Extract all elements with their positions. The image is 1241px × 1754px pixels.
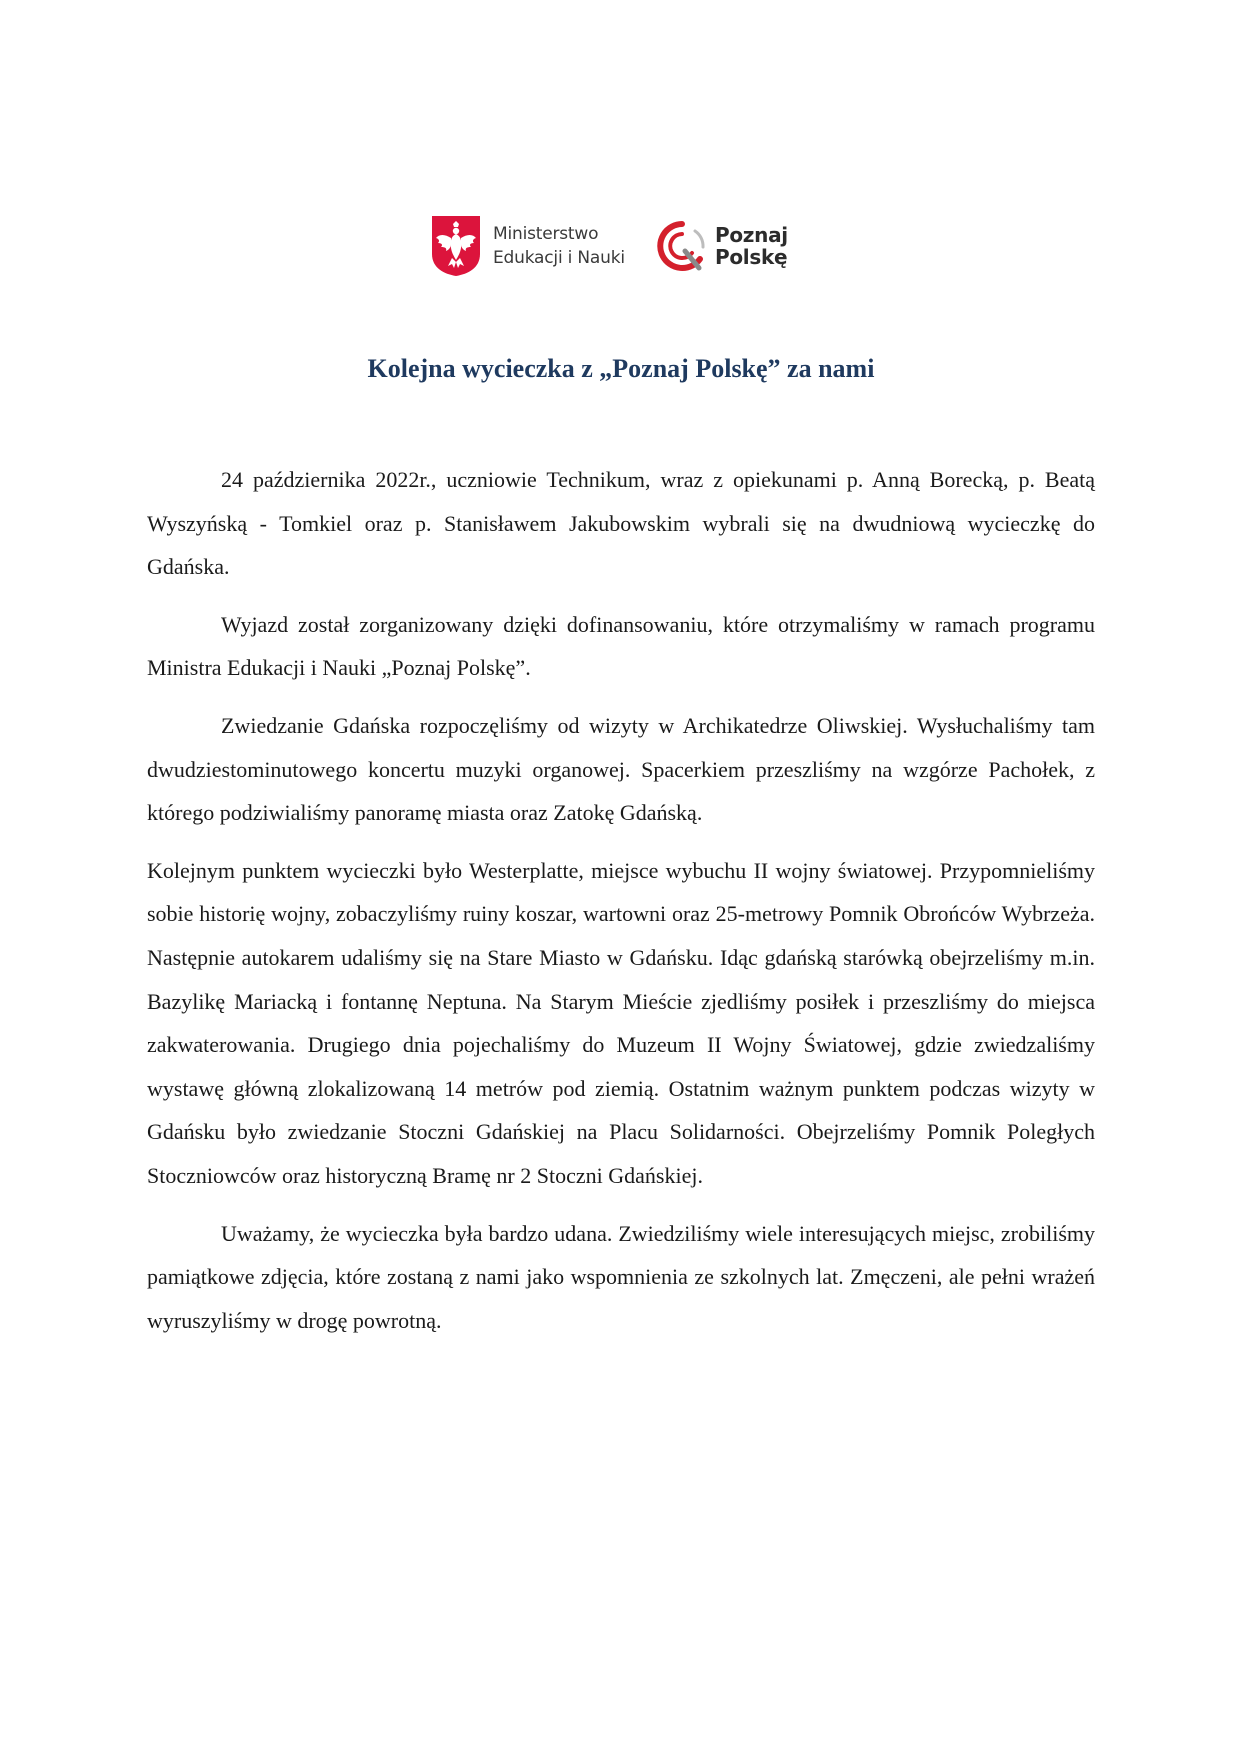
ministry-logo: [430, 214, 625, 278]
poznaj-polske-name: [715, 224, 788, 268]
header-logos: [430, 214, 830, 284]
paragraph-5: Uważamy, że wycieczka była bardzo udana. Zwiedziliśmy wiele interesujących miejsc, zrobiliśmy pamiątkowe zdjęcia, które zostaną z nami jako wspomnienia ze szkolnych lat. Zmęczeni, ale pełni wrażeń wyruszyliśmy w drogę powrotną.: [147, 1220, 1095, 1333]
ministry-name-line1: Ministerstwo: [493, 224, 599, 244]
paragraph-2: Wyjazd został zorganizowany dzięki dofinansowaniu, które otrzymaliśmy w ramach programu Ministra Edukacji i Nauki „Poznaj Polskę”.: [147, 611, 1095, 681]
paragraph-1: 24 października 2022r., uczniowie Technikum, wraz z opiekunami p. Anną Borecką, p. Beatą Wyszyńską - Tomkiel oraz p. Stanisławem Jakubowskim wybrali się na dwudniową wycieczkę do Gdańska.: [147, 467, 1095, 580]
document-body: [147, 458, 1095, 1356]
polish-eagle-emblem-icon: [430, 214, 482, 278]
paragraph-4: Kolejnym punktem wycieczki było Westerplatte, miejsce wybuchu II wojny światowej. Przypomnieliśmy sobie historię wojny, zobaczyliśmy ruiny koszar, wartowni oraz 25-metrowy Pomnik Obrońców Wybrzeża. Następnie autokarem udaliśmy się na Stare Miasto w Gdańsku. Idąc gdańską starówką obejrzeliśmy m.in. Bazylikę Mariacką i fontannę Neptuna. Na Starym Mieście zjedliśmy posiłek i przeszliśmy do miejsca zakwaterowania. Drugiego dnia pojechaliśmy do Muzeum II Wojny Światowej, gdzie zwiedzaliśmy wystawę główną zlokalizowaną 14 metrów pod ziemią. Ostatnim ważnym punktem podczas wizyty w Gdańsku było zwiedzanie Stoczni Gdańskiej na Placu Solidarności. Obejrzeliśmy Pomnik Poległych Stoczniowców oraz historyczną Bramę nr 2 Stoczni Gdańskiej.: [147, 857, 1095, 1188]
poznaj-polske-logo: [655, 218, 788, 274]
poznaj-polske-q-icon: [655, 219, 709, 273]
paragraph-3: Zwiedzanie Gdańska rozpoczęliśmy od wizyty w Archikatedrze Oliwskiej. Wysłuchaliśmy tam dwudziestominutowego koncertu muzyki organowej. Spacerkiem przeszliśmy na wzgórze Pachołek, z którego podziwialiśmy panoramę miasta oraz Zatokę Gdańską.: [147, 712, 1095, 826]
ministry-name-line2: Edukacji i Nauki: [493, 248, 625, 268]
pp-name-line2: Polskę: [715, 245, 788, 269]
pp-name-line1: Poznaj: [715, 223, 788, 247]
document-title: Kolejna wycieczka z „Poznaj Polskę” za nami: [367, 354, 875, 383]
ministry-name: [493, 222, 625, 270]
